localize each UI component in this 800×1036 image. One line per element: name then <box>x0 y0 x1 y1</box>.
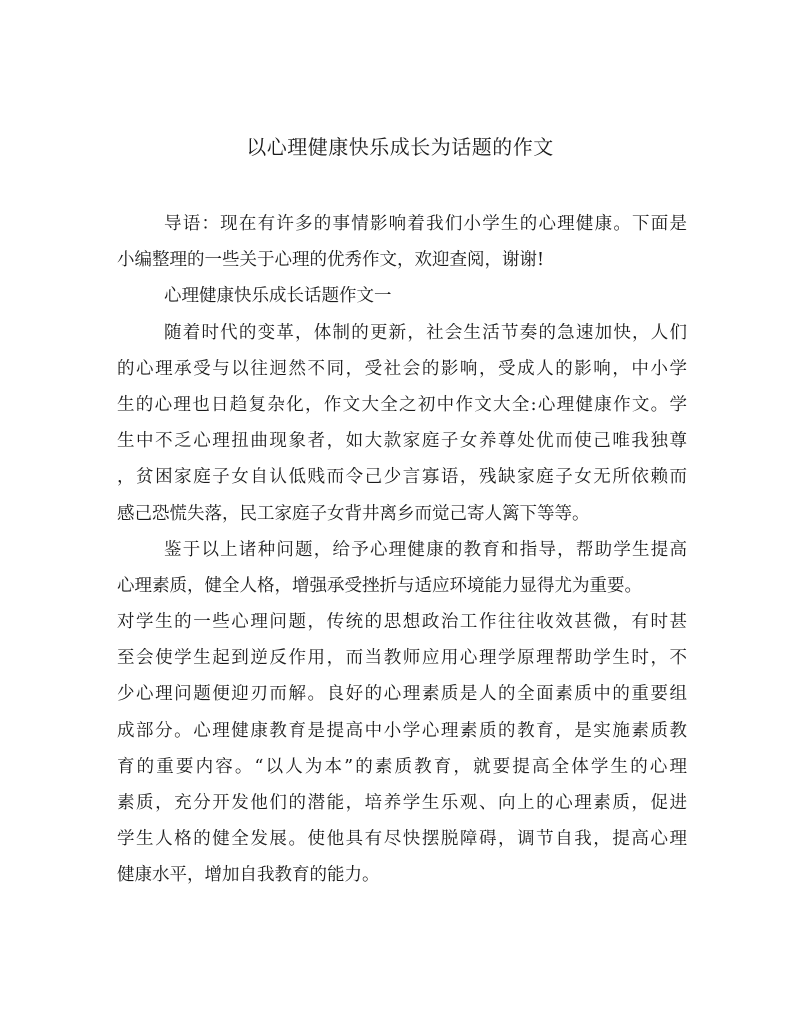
paragraph-line: 少心理问题便迎刃而解。良好的心理素质是人的全面素质中的重要组 <box>117 684 687 705</box>
section-heading: 心理健康快乐成长话题作文一 <box>164 286 392 307</box>
paragraph-line: ，贫困家庭子女自认低贱而令己少言寡语，残缺家庭子女无所依赖而 <box>117 467 687 488</box>
paragraph-line: 随着时代的变革，体制的更新，社会生活节奏的急速加快，人们 <box>164 322 687 343</box>
paragraph-line: 对学生的一些心理问题，传统的思想政治工作往往收效甚微，有时甚 <box>117 612 687 633</box>
paragraph-line: 育的重要内容。“以人为本”的素质教育，就要提高全体学生的心理 <box>117 756 687 777</box>
paragraph-line: 鉴于以上诸种问题，给予心理健康的教育和指导，帮助学生提高 <box>164 539 687 560</box>
paragraph-line: 学生人格的健全发展。使他具有尽快摆脱障碍，调节自我，提高心理 <box>117 829 687 850</box>
paragraph-line: 的心理承受与以往迥然不同，受社会的影响，受成人的影响，中小学 <box>117 358 687 379</box>
paragraph-line: 生中不乏心理扭曲现象者，如大款家庭子女养尊处优而使己唯我独尊 <box>117 431 687 452</box>
paragraph-line: 成部分。心理健康教育是提高中小学心理素质的教育，是实施素质教 <box>117 720 687 741</box>
paragraph-line: 生的心理也日趋复杂化，作文大全之初中作文大全:心理健康作文。学 <box>117 394 687 415</box>
paragraph-line: 导语：现在有许多的事情影响着我们小学生的心理健康。下面是 <box>164 214 687 234</box>
paragraph-line: 至会使学生起到逆反作用，而当教师应用心理学原理帮助学生时，不 <box>117 648 687 669</box>
paragraph-line: 感己恐慌失落，民工家庭子女背井离乡而觉己寄人篱下等等。 <box>117 503 590 524</box>
paragraph-line: 素质，充分开发他们的潜能，培养学生乐观、向上的心理素质，促进 <box>117 793 687 813</box>
document-body <box>117 206 687 894</box>
paragraph-line: 心理素质，健全人格，增强承受挫折与适应环境能力显得尤为重要。 <box>117 575 642 596</box>
paragraph-line: 小编整理的一些关于心理的优秀作文，欢迎查阅，谢谢! <box>117 250 545 271</box>
paragraph-line: 健康水平，增加自我教育的能力。 <box>117 865 380 886</box>
document-title: 以心理健康快乐成长为话题的作文 <box>246 135 554 159</box>
